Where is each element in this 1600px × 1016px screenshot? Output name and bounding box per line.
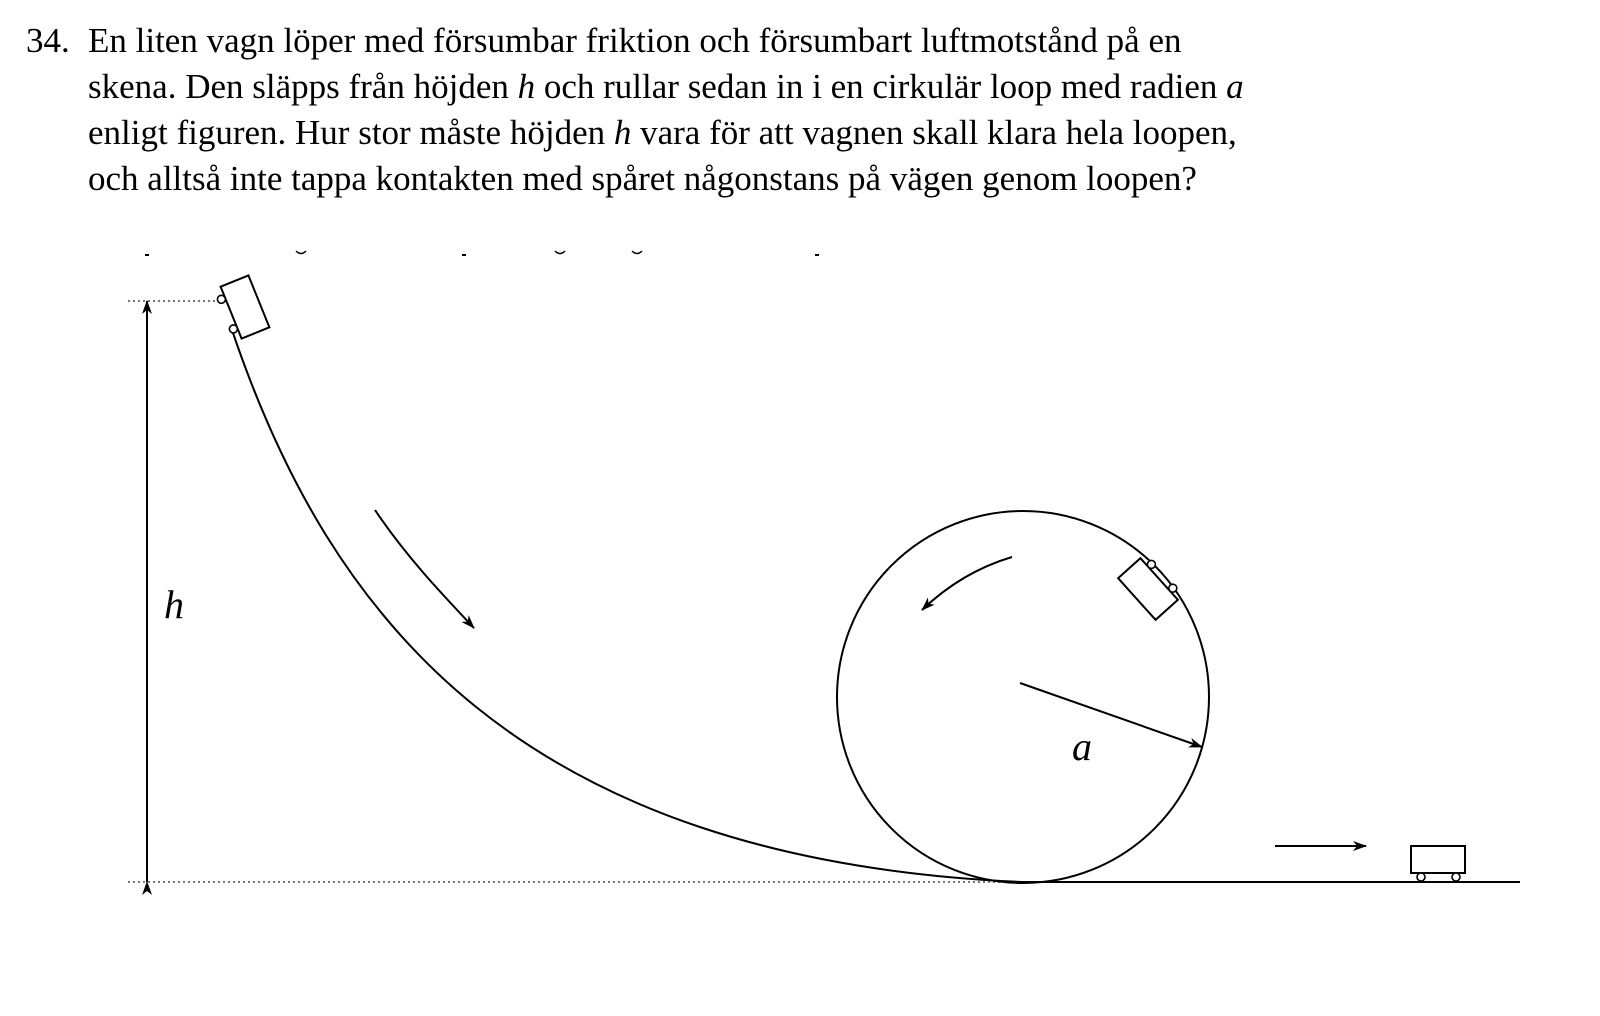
loop-motion-arrow [922, 557, 1012, 610]
problem-line-4: och alltså inte tappa kontakten med spåret någonstans på vägen genom loopen? [88, 159, 1197, 198]
cart-exit [1411, 846, 1465, 881]
radius-label: a [1072, 724, 1092, 769]
problem-number: 34. [26, 21, 70, 60]
problem-line-3: enligt figuren. Hur stor måste höjden h vara för att vagnen skall klara hela loopen, [88, 113, 1237, 152]
scan-specks [145, 251, 819, 256]
variable-h: h [517, 67, 536, 106]
problem-line-2: skena. Den släpps från höjden h och rullar sedan in i en cirkulär loop med radien a [88, 67, 1244, 106]
cart-start [213, 275, 269, 341]
variable-h: h [613, 113, 632, 152]
problem-line-1: En liten vagn löper med försumbar friktion och försumbart luftmotstånd på en [88, 21, 1182, 60]
ramp-motion-arrow [375, 510, 474, 628]
cart-in-loop [1118, 553, 1184, 620]
height-label: h [164, 582, 184, 627]
variable-a: a [1226, 67, 1244, 106]
radius-arrow [1020, 683, 1202, 747]
ramp-track [232, 330, 1022, 882]
